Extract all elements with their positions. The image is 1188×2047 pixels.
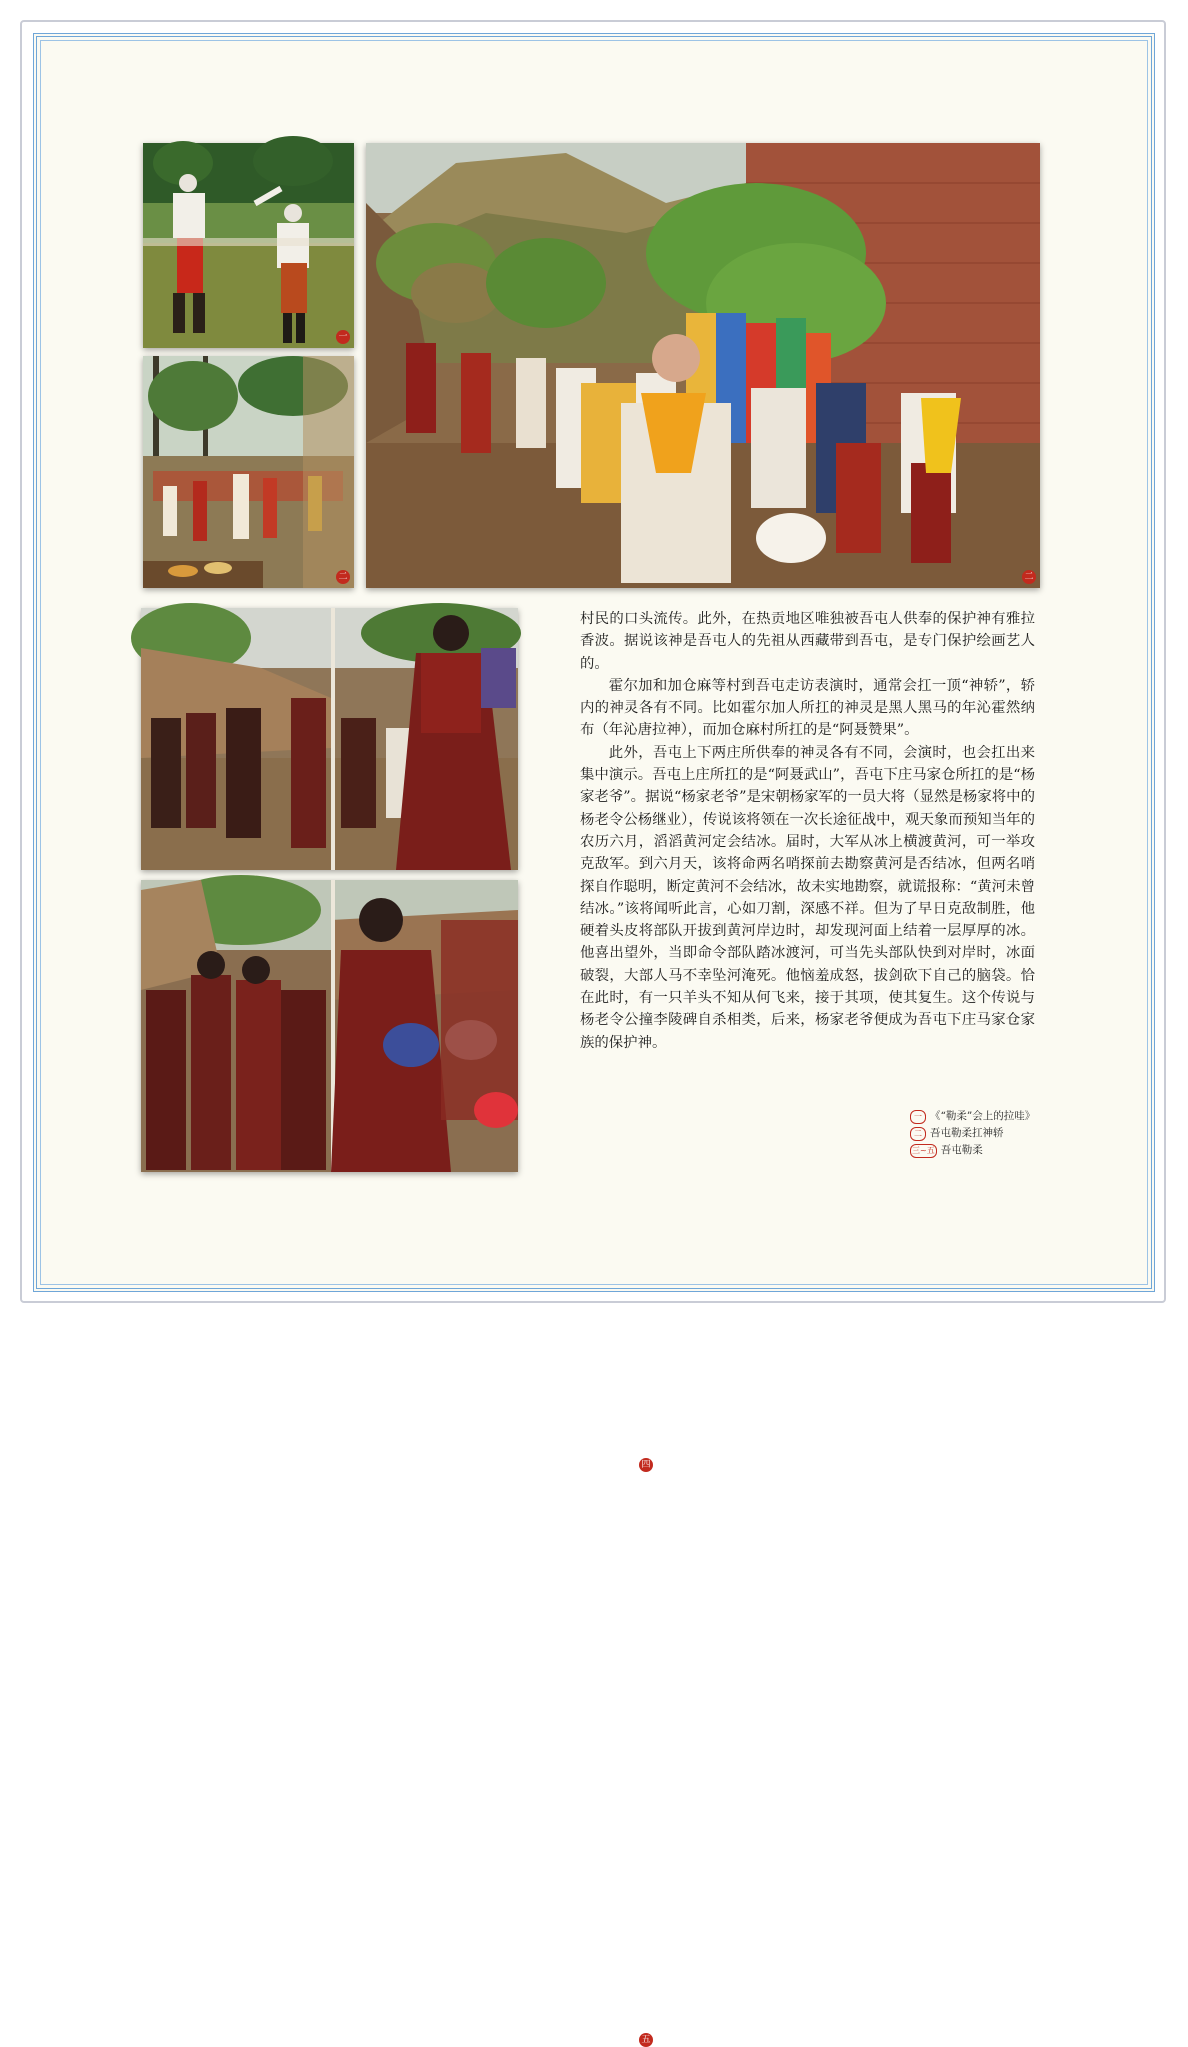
photo-number-badge: 二	[1022, 570, 1036, 584]
article-paragraph: 村民的口头流传。此外，在热贡地区唯独被吾屯人供奉的保护神有雅拉香波。据说该神是吾屯人的先祖从西藏带到吾屯，是专门保护绘画艺人的。	[580, 611, 1035, 672]
photo-crowd-gathering	[143, 356, 354, 588]
caption-text: 吾屯勒柔	[940, 1144, 983, 1156]
photo-women-dancers-2	[141, 880, 651, 2045]
article-body	[580, 608, 1035, 1054]
caption-text: 《“勒柔”会上的拉哇》	[930, 1110, 1036, 1122]
caption-number: 二	[910, 1127, 926, 1141]
caption-number: 三~五	[910, 1144, 937, 1158]
photo-number-badge: 四	[639, 1458, 653, 1472]
photo-number-badge: 二	[336, 570, 350, 584]
photo-women-dancers-1	[141, 608, 651, 1470]
photo-number-badge: 五	[639, 2033, 653, 2047]
caption-item	[910, 1142, 1060, 1159]
photo-lawa-dancers	[143, 143, 354, 348]
caption-text: 吾屯勒柔扛神轿	[930, 1127, 1004, 1139]
article-paragraph: 此外，吾屯上下两庄所供奉的神灵各有不同，会演时，也会扛出来集中演示。吾屯上庄所扛的是“阿聂武山”，吾屯下庄马家仓所扛的是“杨家老爷”。据说“杨家老爷”是宋朝杨家军的一员大将（显然是杨家将中的杨老令公杨继业），传说该将领在一次长途征战中，观天象而预知当年的农历六月，滔滔黄河定会结冰。届时，大军从冰上横渡黄河，可一举攻克敌军。到六月天，该将命两名哨探前去勘察黄河是否结冰，但两名哨探自作聪明，断定黄河不会结冰，故未实地勘察，就谎报称：“黄河未曾结冰。”该将闻听此言，心如刀割，深感不祥。但为了早日克敌制胜，他硬着头皮将部队开拔到黄河岸边时，却发现河面上结着一层厚厚的冰。他喜出望外，当即命令部队踏冰渡河，可当先头部队快到对岸时，冰面破裂，大部人马不幸坠河淹死。他恼羞成怒，拔剑砍下自己的脑袋。恰在此时，有一只羊头不知从何飞来，接于其项，使其复生。这个传说与杨老令公撞李陵碑自杀相类，后来，杨家老爷便成为吾屯下庄马家仓家族的保护神。	[580, 744, 1035, 1051]
caption-number: 一	[910, 1110, 926, 1124]
article-paragraph: 霍尔加和加仓麻等村到吾屯走访表演时，通常会扛一顶“神轿”，轿内的神灵各有不同。比如霍尔加人所扛的神灵是黑人黑马的年沁霍然纳布（年沁唐拉神），而加仓麻村所扛的是“阿聂赞果”。	[580, 677, 1035, 739]
caption-item	[910, 1125, 1060, 1142]
caption-item	[910, 1108, 1060, 1125]
photo-captions	[910, 1108, 1060, 1159]
photo-number-badge: 一	[336, 330, 350, 344]
photo-palanquin-procession	[366, 143, 1040, 588]
